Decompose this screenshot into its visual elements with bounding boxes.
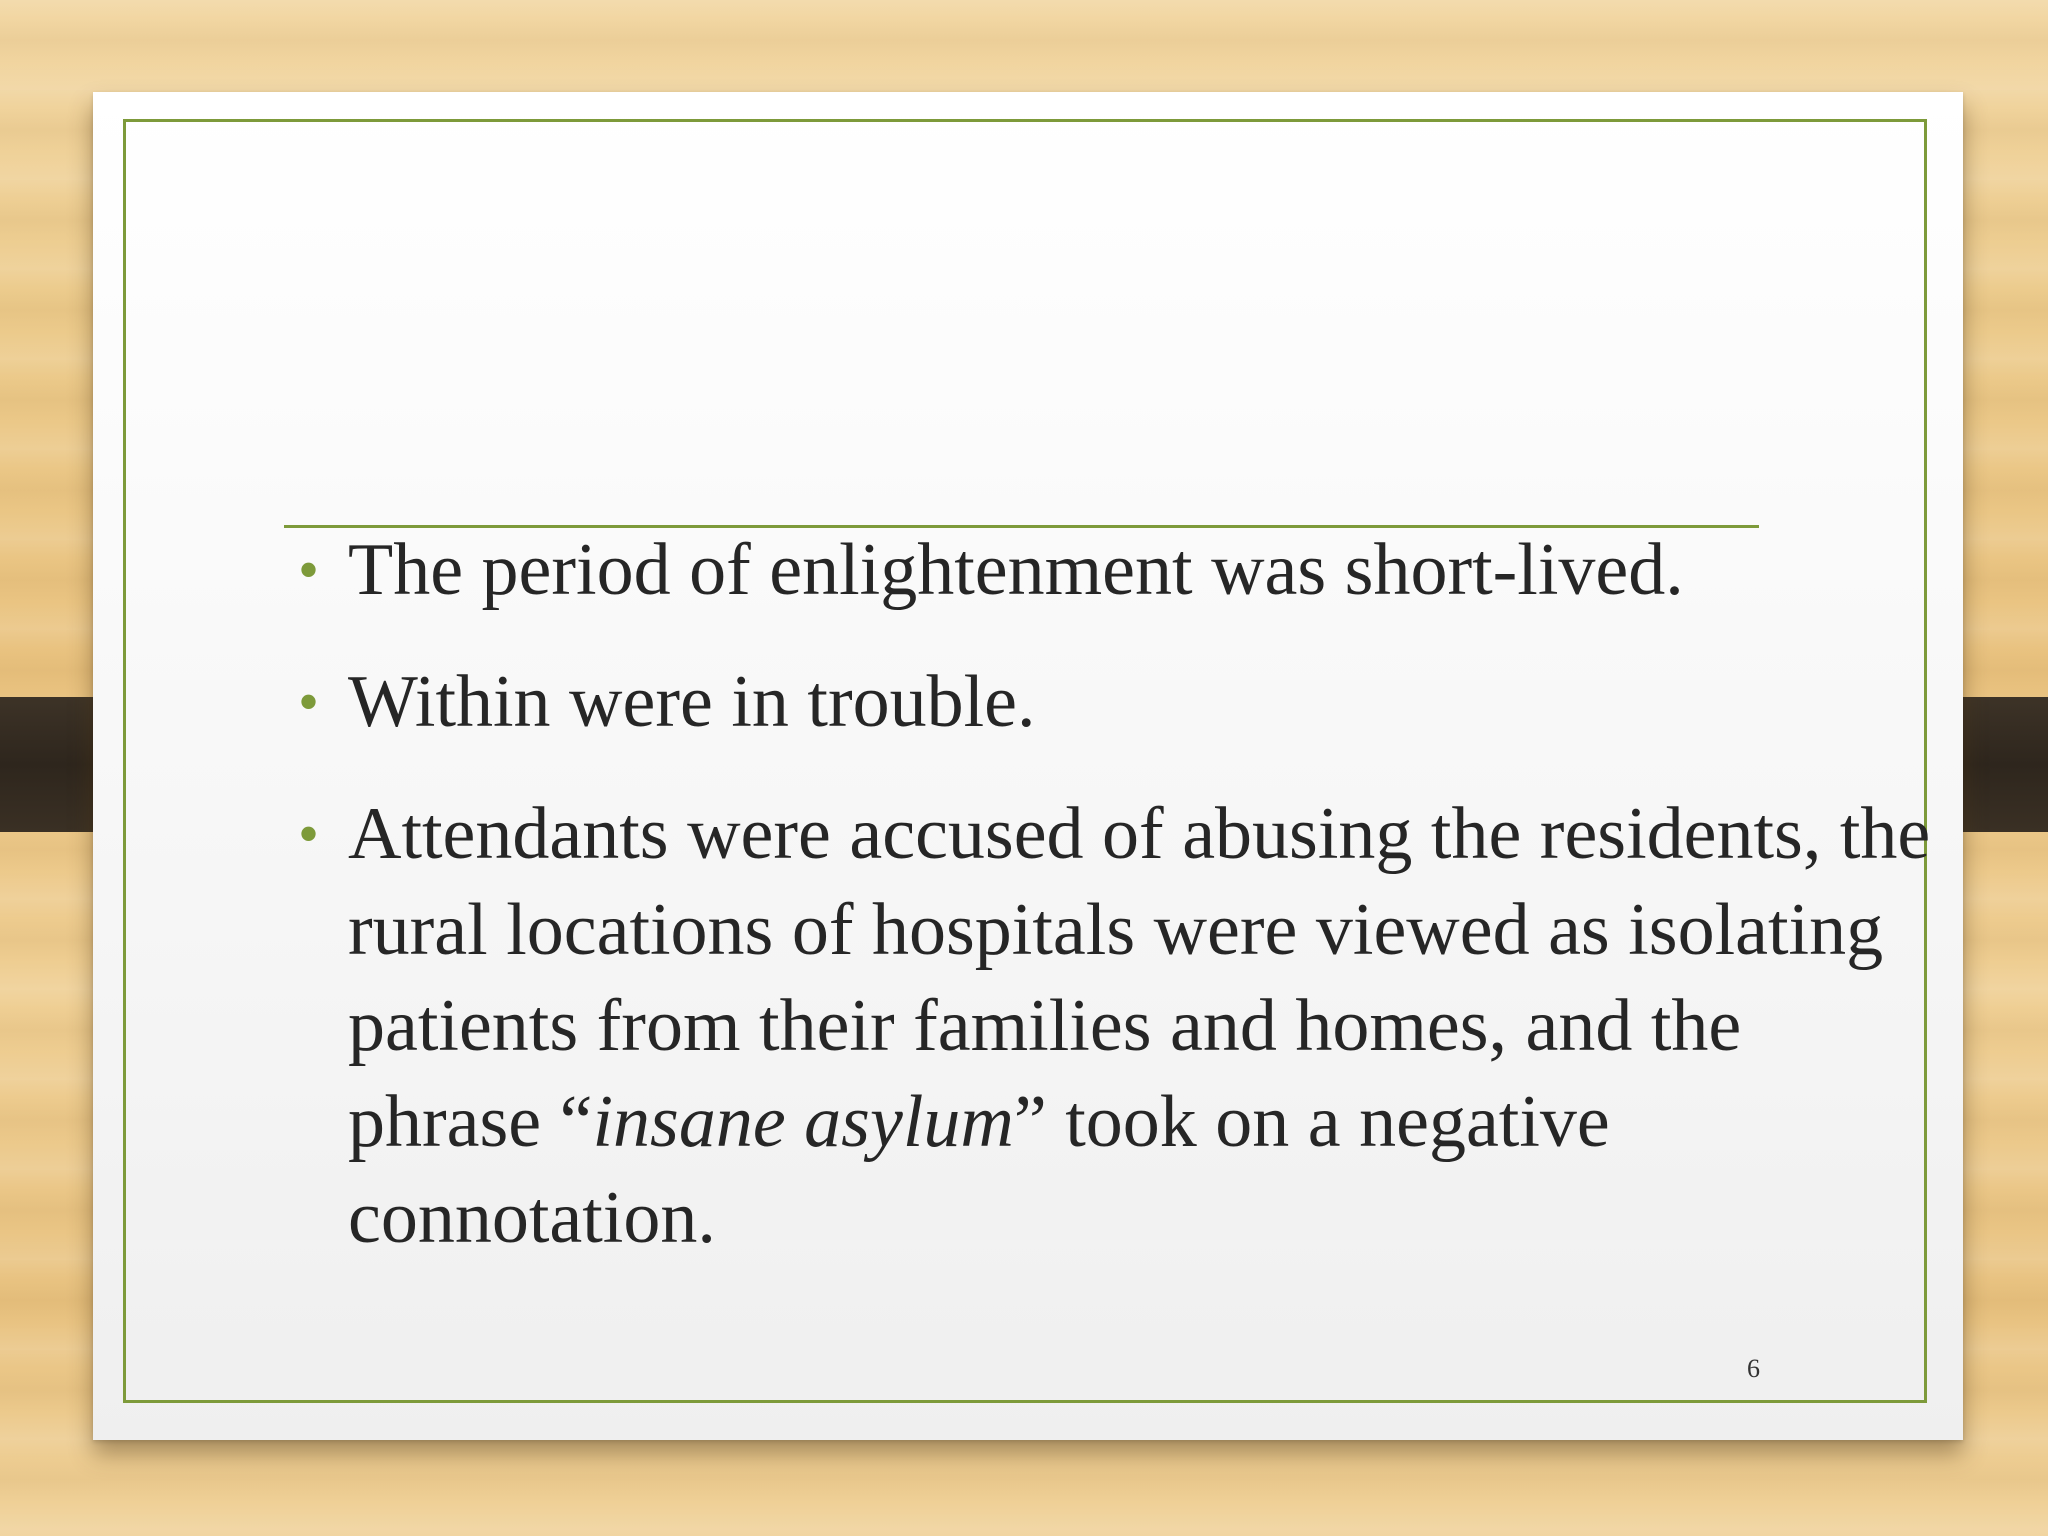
page-number: 6 <box>1747 1354 1760 1383</box>
slide <box>93 92 1963 1440</box>
bullet-emphasis: insane asylum <box>592 1081 1014 1163</box>
bullet-text: Attendants were accused of abusing the residents, the rural locations of hospitals were viewed as isolating patients from their families and homes, and the phrase “ <box>348 793 1931 1163</box>
bullet-item <box>298 654 1948 750</box>
bullet-text: The period of enlightenment was short-lived. <box>348 529 1684 611</box>
bullet-icon: • <box>298 537 320 603</box>
bullet-item <box>298 786 1948 1266</box>
bullet-text-end: ” took on a negative connotation. <box>348 1081 1610 1259</box>
bullet-text: Within were in trouble. <box>348 661 1036 743</box>
bullet-list <box>298 522 1948 1302</box>
bullet-icon: • <box>298 669 320 735</box>
bullet-item <box>298 522 1948 618</box>
bullet-icon: • <box>298 801 320 867</box>
